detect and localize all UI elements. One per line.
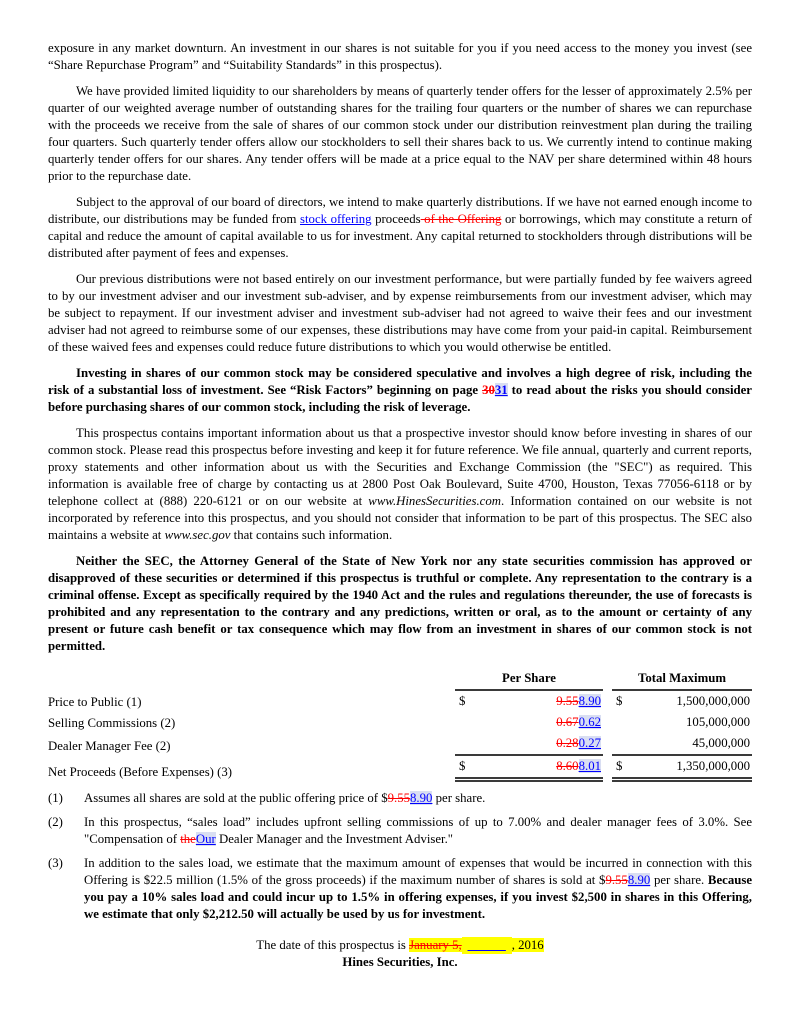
total-value: 1,500,000,000 (676, 694, 750, 708)
deleted-text: 8.60 (556, 759, 579, 773)
inserted-text: stock offering (300, 212, 372, 226)
table-header-row (48, 670, 752, 691)
per-share-cell (455, 712, 603, 733)
highlighted-text: , 2016 (511, 938, 544, 952)
inserted-text: Our (195, 832, 216, 846)
text-run: Investing in shares of our common stock may be considered speculative and involves a high degree of risk, including the risk of a substantial loss of investment. See “Risk Factors” beginning on page (48, 366, 752, 397)
footnote-text (84, 814, 752, 848)
total-cell (612, 756, 752, 782)
company-name: Hines Securities, Inc. (342, 955, 458, 969)
deleted-text: 9.55 (556, 694, 579, 708)
row-label: Price to Public (1) (48, 695, 142, 709)
paragraph (48, 425, 752, 544)
per-share-value (556, 758, 601, 775)
text-run: Our previous distributions were not based entirely on our investment performance, but were partially funded by fee waivers agreed to by our investment adviser and our investment sub-adviser, and by expense reimbursements from our investment adviser, which may be subject to repayment. If our investment adviser and investment sub-adviser had not agreed to waive their fees and our investment adviser had not agreed to reimburse some of our expenses, these distributions may have come from your paid-in capital. Reimbursement of these waived fees and expenses could reduce future distributions to which you would otherwise be entitled. (48, 272, 752, 354)
per-share-cell (455, 756, 603, 782)
table-row (48, 691, 752, 712)
text-run: In this prospectus, “sales load” includes upfront selling commissions of up to 7.00% and dealer manager fees of 3.0%. See "Compensation of (84, 815, 752, 846)
deleted-text: the (180, 832, 196, 846)
text-run: to read about the risks you should consider before purchasing shares of our common stock, including the risk of leverage. (48, 383, 752, 414)
deleted-text: January 5, (409, 938, 462, 952)
row-label: Selling Commissions (2) (48, 716, 176, 730)
deleted-text: 0.67 (556, 715, 579, 729)
per-share-header: Per Share (455, 670, 603, 691)
body-paragraphs (48, 40, 752, 655)
italic-text: www.HinesSecurities.com (368, 494, 501, 508)
inserted-text: 0.27 (578, 736, 601, 750)
text-run: per share. (650, 873, 708, 887)
text-run: or borrowings, which may constitute a return of capital and reduce the amount of capital available to us for investment. Any capital returned to stockholders through distributions will be distributed after payment of fees and expenses. (48, 212, 752, 260)
total-cell (612, 712, 752, 733)
paragraph (48, 194, 752, 262)
footnote-marker: (1) (48, 791, 63, 805)
total-cell (612, 733, 752, 756)
dollar-sign: $ (459, 759, 466, 773)
footnotes (48, 790, 752, 923)
text-run: that contains such information. (230, 528, 393, 542)
date-blank-field (462, 937, 512, 954)
per-share-value (556, 693, 601, 710)
footnote-text (84, 790, 752, 807)
deleted-text: 9.55 (605, 873, 628, 887)
inserted-text: 8.90 (578, 694, 601, 708)
text-run: This prospectus contains important information about us that a prospective investor should know before investing in shares of our common stock. Please read this prospectus before investing and keep it for future reference. We file annual, quarterly and current reports, proxy statements and other information about us with the Securities and Exchange Commission (the "SEC") as required. This information is available free of charge by contacting us at 2800 Post Oak Boulevard, Suite 4700, Houston, Texas 77056-6118 or by telephone collect at (888) 220-6121 or on our website at (48, 426, 752, 508)
footnote (48, 790, 752, 807)
table-row (48, 756, 752, 782)
dollar-sign: $ (459, 694, 466, 708)
deleted-text: 9.55 (387, 791, 411, 805)
footnote-text (84, 855, 752, 923)
deleted-text: 0.28 (556, 736, 579, 750)
footnote-marker: (2) (48, 815, 63, 829)
text-run: proceeds (371, 212, 421, 226)
paragraph (48, 553, 752, 655)
page-footer (48, 937, 752, 971)
table-body (48, 691, 752, 782)
row-label: Net Proceeds (Before Expenses) (3) (48, 765, 233, 779)
bold-text: Because you pay a 10% sales load and could incur up to 1.5% in offering expenses, if you invest $2,500 in shares in this Offering, we estimate that only $2,212.50 will actually be used by us for investment. (84, 873, 752, 921)
total-maximum-header: Total Maximum (612, 670, 752, 691)
total-value: 1,350,000,000 (676, 759, 750, 773)
dollar-sign: $ (616, 694, 623, 708)
text-run: The date of this prospectus is (256, 938, 410, 952)
deleted-text: 30 (482, 383, 495, 397)
paragraph (48, 271, 752, 356)
text-run: Assumes all shares are sold at the public offering price of $ (84, 791, 388, 805)
header-spacer (48, 688, 455, 691)
text-run: Subject to the approval of our board of directors, we intend to make quarterly distributions. If we have not earned enough income to distribute, our distributions may be funded from (48, 195, 752, 226)
prospectus-date-line (48, 937, 752, 954)
total-cell (612, 691, 752, 712)
inserted-text: 8.90 (410, 791, 433, 805)
per-share-value (556, 735, 601, 752)
text-run: per share. (432, 791, 486, 805)
text-run: exposure in any market downturn. An investment in our shares is not suitable for you if you need access to the money you invest (see “Share Repurchase Program” and “Suitability Standards” in this prospectus). (48, 41, 752, 72)
pricing-table (48, 670, 752, 782)
text-run: Dealer Manager and the Investment Adviser." (215, 832, 454, 846)
text-run: In addition to the sales load, we estimate that the maximum amount of expenses that would be incurred in connection with this Offering is $22.5 million (1.5% of the gross proceeds) if the maximum number of shares is sold at $ (84, 856, 752, 887)
paragraph (48, 83, 752, 185)
table-row (48, 712, 752, 733)
paragraph (48, 40, 752, 74)
total-value: 105,000,000 (686, 715, 750, 729)
paragraph (48, 365, 752, 416)
per-share-cell (455, 733, 603, 756)
footnote-marker: (3) (48, 856, 63, 870)
per-share-value (556, 714, 601, 731)
dollar-sign: $ (616, 759, 623, 773)
footnote (48, 814, 752, 848)
inserted-text: 31 (494, 383, 508, 397)
deleted-text: of the Offering (420, 212, 502, 226)
inserted-text: 8.90 (627, 873, 651, 887)
italic-text: www.sec.gov (164, 528, 231, 542)
table-row (48, 733, 752, 756)
inserted-text: 8.01 (578, 759, 601, 773)
footnote (48, 855, 752, 923)
text-run: . Information contained on our website is not incorporated by reference into this prospectus, and you should not consider that information to be part of this prospectus. The SEC also maintains a website at (48, 494, 752, 542)
row-label: Dealer Manager Fee (2) (48, 739, 171, 753)
total-value: 45,000,000 (692, 736, 750, 750)
per-share-cell (455, 691, 603, 712)
text-run: We have provided limited liquidity to our shareholders by means of quarterly tender offers for the lesser of approximately 2.5% per quarter of our weighted average number of outstanding shares for the trailing four quarters or the number of shares we can repurchase with the proceeds we receive from the sale of shares of our common stock under our distribution reinvestment plan during the trailing four quarters. Such quarterly tender offers allow our stockholders to sell their shares back to us. We currently intend to continue making quarterly tender offers for our shares. Any tender offers will be made at a price equal to the NAV per share determined within 48 hours prior to the repurchase date. (48, 84, 752, 183)
text-run: Neither the SEC, the Attorney General of the State of New York nor any state securities commission has approved or disapproved of these securities or determined if this prospectus is truthful or complete. Any representation to the contrary is a criminal offense. Except as specifically required by the 1940 Act and the rules and regulations thereunder, the use of forecasts is prohibited and any representation to the contrary and any predictions, written or oral, as to the amount or certainty of any present or future cash benefit or tax consequence which may flow from an investment in shares of our common stock is not permitted. (48, 554, 752, 653)
inserted-text: 0.62 (578, 715, 601, 729)
